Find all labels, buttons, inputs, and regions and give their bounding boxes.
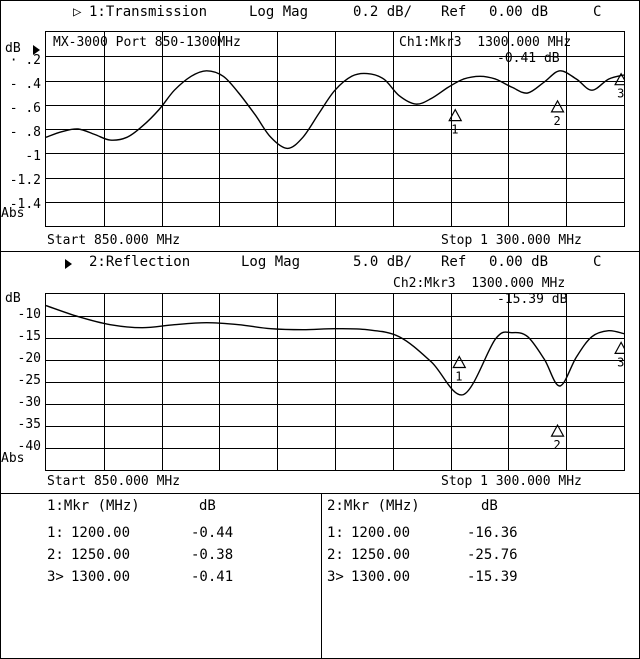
ch2-ytick-5: -35	[17, 417, 41, 432]
ch1-stop-label: Stop 1 300.000 MHz	[441, 233, 582, 248]
ch1-marker-1[interactable]	[449, 110, 461, 137]
table-right-row1-value: -25.76	[467, 547, 518, 563]
ch1-ytick-4: -1	[25, 149, 41, 164]
ch2-ytick-0: -10	[17, 307, 41, 322]
ch2-marker-readout-line1: Ch2:Mkr3 1300.000 MHz	[393, 276, 566, 291]
ch1-ytick-1: - .4	[9, 77, 41, 92]
table-right-row0-value: -16.36	[467, 525, 518, 541]
table-left-row1-value: -0.38	[191, 547, 234, 563]
svg-text:3: 3	[617, 86, 625, 101]
ch2-graticule	[45, 293, 625, 471]
table-left-row0-label: 1:	[47, 525, 64, 541]
ch2-y-axis-title: dB	[5, 291, 21, 306]
ch1-cal-status: C	[593, 4, 602, 20]
table-right-header-col1: 2:Mkr (MHz)	[327, 498, 420, 514]
ch1-title: 1:Transmission	[89, 4, 208, 20]
ch1-ytick-3: - .8	[9, 125, 41, 140]
table-left-header-col1: 1:Mkr (MHz)	[47, 498, 140, 514]
table-right-row0-freq: 1200.00	[351, 525, 411, 541]
ch2-marker-readout-line2: -15.39 dB	[497, 292, 568, 307]
ch1-marker-2[interactable]	[552, 101, 564, 128]
table-right-row2-value: -15.39	[467, 569, 518, 585]
ch2-ytick-abs: Abs	[1, 451, 25, 466]
ch2-marker-3[interactable]	[615, 342, 625, 369]
ch1-ref-value: 0.00 dB	[489, 4, 549, 20]
ch2-ytick-1: -15	[17, 329, 41, 344]
table-left-row0-value: -0.44	[191, 525, 234, 541]
ch2-scale: 5.0 dB/	[353, 254, 413, 270]
ch2-ytick-3: -25	[17, 373, 41, 388]
table-right-row2-freq: 1300.00	[351, 569, 411, 585]
svg-text:1: 1	[455, 369, 463, 384]
ch1-start-label: Start 850.000 MHz	[47, 233, 181, 248]
ch2-ytick-4: -30	[17, 395, 41, 410]
table-right-row1-label: 2:	[327, 547, 344, 563]
svg-text:3: 3	[617, 355, 625, 370]
table-left-row2-freq: 1300.00	[71, 569, 131, 585]
table-left-row0-freq: 1200.00	[71, 525, 131, 541]
table-right-row2-label: 3>	[327, 569, 344, 585]
table-right-row0-label: 1:	[327, 525, 344, 541]
ch1-ytick-6: -1.4	[9, 197, 41, 212]
ch1-marker-readout-line2: -0.41 dB	[497, 51, 560, 66]
ch1-marker-3[interactable]	[615, 74, 625, 101]
ch2-ytick-2: -20	[17, 351, 41, 366]
ch1-ytick-abs: Abs	[1, 206, 25, 221]
table-right-header-col2: dB	[481, 498, 498, 514]
ch2-format: Log Mag	[241, 254, 301, 270]
ch1-marker-readout-line1: Ch1:Mkr3 1300.000 MHz	[399, 35, 572, 50]
table-left-row2-label: 3>	[47, 569, 64, 585]
section-divider-2	[1, 493, 639, 494]
ch1-marker-arrow: ▷	[73, 4, 82, 20]
ch2-marker-arrow	[65, 259, 72, 269]
ch1-device-label: MX-3000 Port 850-1300MHz	[53, 35, 241, 50]
ch1-ref-label: Ref	[441, 4, 467, 20]
ch2-marker-2[interactable]	[552, 425, 564, 452]
ch2-ref-label: Ref	[441, 254, 467, 270]
section-divider-1	[1, 251, 639, 252]
table-left-header-col2: dB	[199, 498, 216, 514]
svg-text:2: 2	[553, 113, 561, 128]
ch2-marker-1[interactable]	[453, 356, 465, 383]
table-right-row1-freq: 1250.00	[351, 547, 411, 563]
ch1-format: Log Mag	[249, 4, 309, 20]
ch2-ref-value: 0.00 dB	[489, 254, 549, 270]
ch2-cal-status: C	[593, 254, 602, 270]
svg-text:1: 1	[451, 122, 459, 137]
table-column-divider	[321, 493, 322, 659]
table-left-row1-freq: 1250.00	[71, 547, 131, 563]
table-left-row1-label: 2:	[47, 547, 64, 563]
ch1-ytick-5: -1.2	[9, 173, 41, 188]
ch1-ytick-2: - .6	[9, 101, 41, 116]
ch1-y-axis-title: dB	[5, 41, 21, 56]
ch2-trace	[46, 294, 624, 470]
ch1-ytick-0: · .2	[9, 53, 41, 68]
ch2-title: 2:Reflection	[89, 254, 191, 270]
svg-text:2: 2	[553, 438, 561, 453]
ch2-ytick-6: -40	[17, 439, 41, 454]
ch2-start-label: Start 850.000 MHz	[47, 474, 181, 489]
ch2-stop-label: Stop 1 300.000 MHz	[441, 474, 582, 489]
table-left-row2-value: -0.41	[191, 569, 234, 585]
ch1-scale: 0.2 dB/	[353, 4, 413, 20]
